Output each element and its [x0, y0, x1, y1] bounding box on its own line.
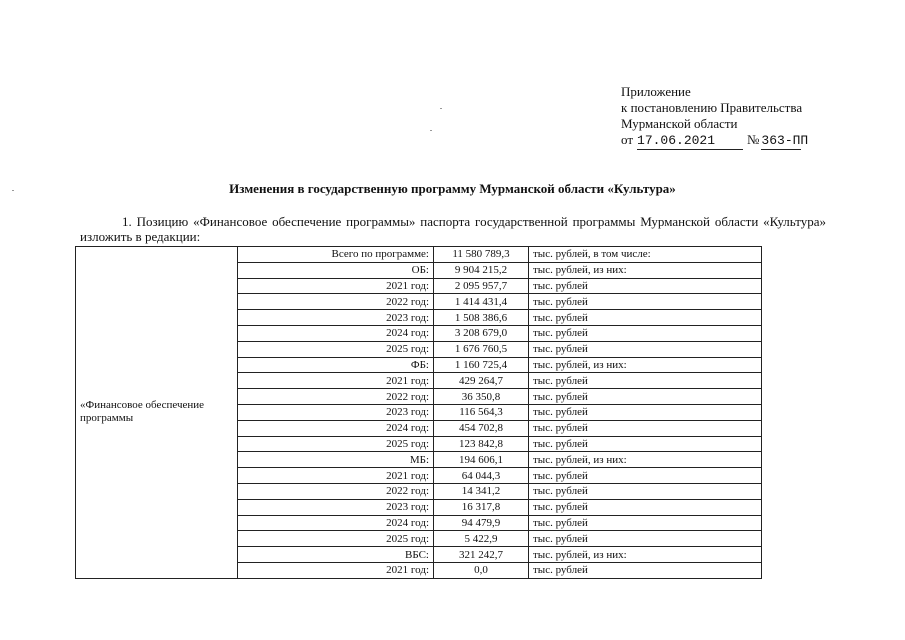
resolution-date: 17.06.2021: [637, 133, 743, 150]
financing-table-body: [76, 247, 762, 579]
appendix-line-3: Мурманской области: [621, 116, 738, 131]
row-value: 194 606,1: [434, 452, 529, 468]
row-value: 94 479,9: [434, 515, 529, 531]
row-label: 2021 год:: [238, 562, 434, 578]
row-unit: тыс. рублей: [529, 389, 762, 405]
row-value: 3 208 679,0: [434, 325, 529, 341]
row-unit: тыс. рублей: [529, 515, 762, 531]
row-label: 2025 год:: [238, 531, 434, 547]
row-label: 2022 год:: [238, 483, 434, 499]
financing-table: [75, 246, 762, 579]
appendix-line-2: к постановлению Правительства: [621, 100, 803, 115]
row-label: 2021 год:: [238, 373, 434, 389]
row-label: 2024 год:: [238, 420, 434, 436]
intro-paragraph: 1. Позицию «Финансовое обеспечение программы» паспорта государственной программы Мурманской области «Культура» изложить в редакции:: [80, 214, 826, 244]
document-title: Изменения в государственную программу Мурманской области «Культура»: [229, 181, 676, 196]
row-unit: тыс. рублей: [529, 468, 762, 484]
row-unit: тыс. рублей: [529, 404, 762, 420]
row-label: ОБ:: [238, 262, 434, 278]
row-unit: тыс. рублей, из них:: [529, 452, 762, 468]
row-label: 2025 год:: [238, 341, 434, 357]
row-value: 1 508 386,6: [434, 310, 529, 326]
row-value: 1 414 431,4: [434, 294, 529, 310]
row-unit: тыс. рублей: [529, 562, 762, 578]
row-label: ВБС:: [238, 547, 434, 563]
row-value: 0,0: [434, 562, 529, 578]
row-value: 321 242,7: [434, 547, 529, 563]
table-row: [76, 247, 762, 263]
row-value: 2 095 957,7: [434, 278, 529, 294]
row-label: 2024 год:: [238, 325, 434, 341]
row-unit: тыс. рублей, из них:: [529, 357, 762, 373]
position-name-cell: «Финансовое обеспечение программы: [76, 247, 238, 579]
row-label: Всего по программе:: [238, 247, 434, 263]
row-unit: тыс. рублей, в том числе:: [529, 247, 762, 263]
row-label: 2021 год:: [238, 468, 434, 484]
row-label: 2023 год:: [238, 499, 434, 515]
row-unit: тыс. рублей: [529, 341, 762, 357]
appendix-block: [621, 84, 809, 150]
row-unit: тыс. рублей: [529, 278, 762, 294]
row-unit: тыс. рублей: [529, 325, 762, 341]
scan-speck: [430, 130, 432, 131]
row-value: 36 350,8: [434, 389, 529, 405]
row-value: 123 842,8: [434, 436, 529, 452]
row-unit: тыс. рублей: [529, 294, 762, 310]
row-value: 1 160 725,4: [434, 357, 529, 373]
row-label: 2023 год:: [238, 404, 434, 420]
row-value: 454 702,8: [434, 420, 529, 436]
appendix-date-line: [621, 132, 809, 150]
resolution-number: 363-ПП: [761, 133, 809, 148]
row-unit: тыс. рублей: [529, 373, 762, 389]
row-value: 5 422,9: [434, 531, 529, 547]
appendix-line-1: Приложение: [621, 84, 691, 99]
scan-speck: [12, 190, 14, 191]
row-value: 16 317,8: [434, 499, 529, 515]
date-prefix: от: [621, 132, 634, 147]
row-label: МБ:: [238, 452, 434, 468]
row-unit: тыс. рублей: [529, 420, 762, 436]
row-unit: тыс. рублей: [529, 531, 762, 547]
row-value: 429 264,7: [434, 373, 529, 389]
row-label: 2025 год:: [238, 436, 434, 452]
row-label: 2023 год:: [238, 310, 434, 326]
row-value: 9 904 215,2: [434, 262, 529, 278]
row-unit: тыс. рублей: [529, 499, 762, 515]
row-unit: тыс. рублей: [529, 436, 762, 452]
row-value: 14 341,2: [434, 483, 529, 499]
row-label: ФБ:: [238, 357, 434, 373]
row-value: 64 044,3: [434, 468, 529, 484]
row-unit: тыс. рублей: [529, 483, 762, 499]
row-unit: тыс. рублей, из них:: [529, 547, 762, 563]
row-unit: тыс. рублей: [529, 310, 762, 326]
row-label: 2021 год:: [238, 278, 434, 294]
row-label: 2024 год:: [238, 515, 434, 531]
row-unit: тыс. рублей, из них:: [529, 262, 762, 278]
row-value: 11 580 789,3: [434, 247, 529, 263]
row-value: 1 676 760,5: [434, 341, 529, 357]
row-label: 2022 год:: [238, 294, 434, 310]
scan-speck: [440, 108, 442, 109]
row-label: 2022 год:: [238, 389, 434, 405]
row-value: 116 564,3: [434, 404, 529, 420]
number-label: №: [747, 132, 760, 147]
